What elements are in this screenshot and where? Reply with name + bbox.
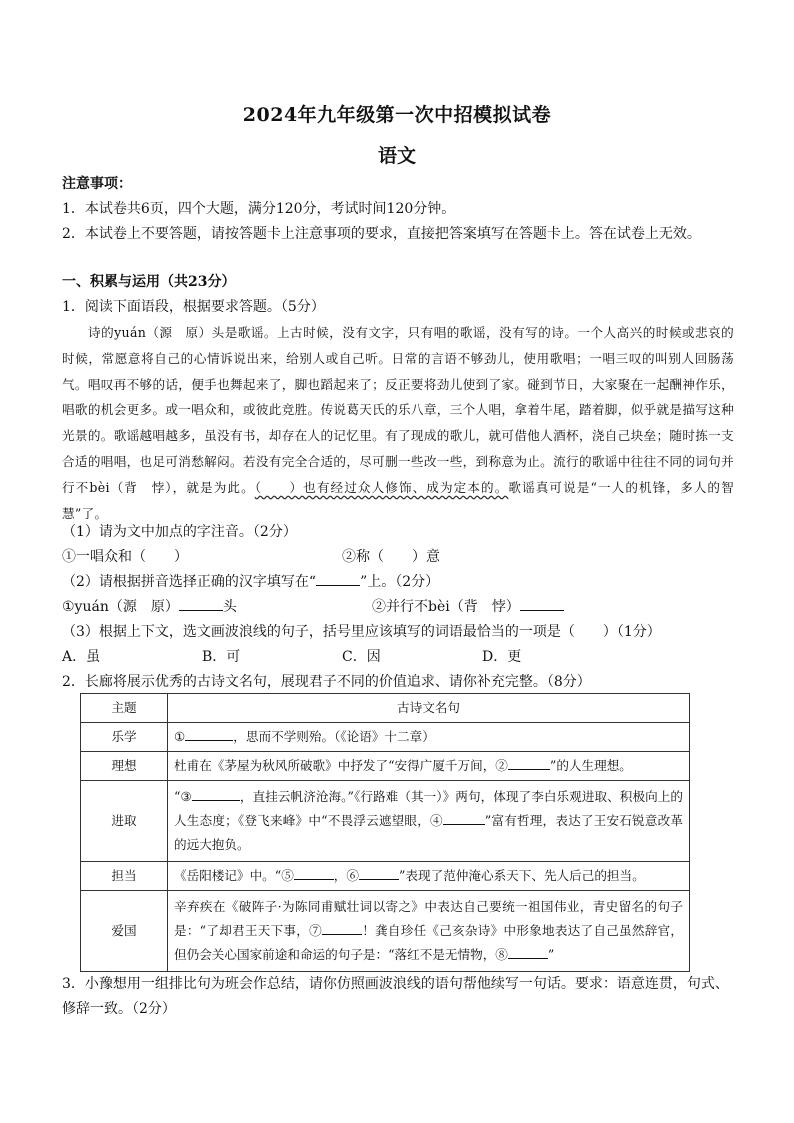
row-text: ” — [547, 947, 555, 962]
table-row — [81, 781, 690, 862]
header-lines: 古诗文名句 — [168, 694, 690, 723]
row-text: 杜甫在《茅屋为秋风所破歌》中抒发了“安得广厦千万间，② — [174, 758, 508, 773]
option-a[interactable]: A．虽 — [62, 649, 101, 665]
table-header-row — [81, 694, 690, 723]
answer-blank[interactable] — [179, 596, 223, 611]
q3-stem: 3．小豫想用一组排比句为班会作总结，请你仿照画波浪线的语句帮他续写一句话。要求：语意连贯，句式、修辞一致。（2分） — [62, 976, 729, 1017]
row-topic: 爱国 — [81, 891, 168, 972]
q1-sub2 — [62, 571, 439, 593]
row-text: 《岳阳楼记》中。“⑤ — [174, 868, 294, 883]
passage-text: 诗的yuán（源 原）头是歌谣。上古时候，没有文字，只有唱的歌谣，没有写的诗。一个人高兴的时候或悲哀的时候，常愿意将自己的心情诉说出来，给别人或自己听。日常的言语不够劲儿，使用歌唱；一唱三叹的叫别人回肠荡气。唱叹再不够的话，便手也舞起来了，脚也蹈起来了；反正要将劲儿使到了家。碰到节日，大家聚在一起酬神作乐，唱歌的机会更多。或一唱众和，或彼此竞胜。传说葛天氏的乐八章，三个人唱，拿着牛尾，踏着脚，似乎就是描写这种光景的。歌谣越唱越多，虽没有书，却存在人的记忆里。有了现成的歌儿，就可借他人酒杯，浇自己块垒；随时拣一支合适的唱唱，也足可消愁解闷。若没有完全合适的，尽可删一些改一些，到称意为止。流行的歌谣中往往不同的词句并行不bèi（背 悖），就是为此。 — [62, 325, 734, 495]
q1-sub3: （3）根据上下文，选文画波浪线的句子，括号里应该填写的词语最恰当的一项是（ ）（1分） — [62, 624, 661, 640]
sub2-post: ”上。（2分） — [360, 574, 440, 590]
row-content — [168, 891, 690, 972]
notes-heading: 注意事项： — [62, 176, 132, 192]
row-content — [168, 781, 690, 862]
sub2-a-text: ①yuán（源 原） — [62, 599, 179, 615]
sub2-b-text: ②并行不bèi（背 悖） — [372, 599, 520, 615]
answer-blank[interactable] — [520, 596, 564, 611]
q1-stem: 1．阅读下面语段，根据要求答题。（5分） — [62, 299, 325, 315]
sub2-pre: （2）请根据拼音选择正确的汉字填写在“ — [62, 574, 317, 590]
row-topic: 担当 — [81, 862, 168, 891]
answer-blank[interactable] — [294, 865, 334, 880]
row-topic: 进取 — [81, 781, 168, 862]
row-content — [168, 862, 690, 891]
row-text: ”富有哲理，表达了王安石锐意改革的远大抱负。 — [174, 813, 683, 852]
option-c[interactable]: C．因 — [342, 649, 381, 665]
q2-stem: 2．长廊将展示优秀的古诗文名句，展现君子不同的价值追求、请你补充完整。（8分） — [62, 674, 591, 690]
section-heading: 一、积累与运用（共23分） — [62, 274, 236, 290]
answer-blank[interactable] — [322, 920, 362, 935]
answer-blank[interactable] — [508, 944, 548, 959]
row-text: “③ — [174, 789, 192, 804]
row-text: ，⑥ — [333, 868, 359, 883]
row-text: 辛弃疾在《破阵子·为陈同甫赋壮词以寄之》中表达自己要统一祖国伟业，青史留名的句子是：“了却君王天下事，⑦ — [174, 899, 683, 938]
note-item-2: 2．本试卷上不要答题，请按答题卡上注意事项的要求，直接把答案填写在答题卡上。答在试卷上无效。 — [62, 226, 701, 242]
header-topic: 主题 — [81, 694, 168, 723]
row-content — [168, 723, 690, 752]
subject-title: 语文 — [377, 145, 416, 167]
note-item-1: 1．本试卷共6页，四个大题，满分120分，考试时间120分钟。 — [62, 201, 456, 217]
answer-blank[interactable] — [359, 865, 399, 880]
row-text: ”的人生理想。 — [549, 758, 632, 773]
row-topic: 乐学 — [81, 723, 168, 752]
row-content — [168, 752, 690, 781]
exam-title: 2024年九年级第一次中招模拟试卷 — [242, 104, 552, 126]
q1-sub1-a: ①一唱众和（ ） — [62, 549, 188, 565]
answer-blank[interactable] — [508, 755, 550, 770]
poem-table — [80, 693, 690, 972]
table-row — [81, 862, 690, 891]
option-b[interactable]: B．可 — [202, 649, 241, 665]
answer-blank[interactable] — [316, 571, 360, 586]
row-topic: 理想 — [81, 752, 168, 781]
table-row — [81, 723, 690, 752]
answer-blank[interactable] — [185, 726, 233, 741]
row-text: ”表现了范仲淹心系天下、先人后己的担当。 — [398, 868, 645, 883]
row-text: ，直挂云帆济沧海。”《行路难（其一）》两句，体现了李白乐观进取、积极向上的人生态度；《登飞来峰》中“不畏浮云遮望眼，④ — [174, 789, 683, 828]
passage-ending: 歌谣真可说是“一人的机锋，多人的智慧”了。 — [62, 479, 735, 521]
answer-blank[interactable] — [192, 786, 240, 801]
table-row — [81, 752, 690, 781]
option-d[interactable]: D．更 — [482, 649, 522, 665]
q1-sub2-a — [62, 596, 237, 618]
row-text: ，思而不学则殆。（《论语》十二章） — [233, 729, 435, 744]
q1-sub1: （1）请为文中加点的字注音。（2分） — [62, 524, 297, 540]
row-text: ① — [174, 729, 186, 744]
sub2-a-tail: 头 — [222, 599, 237, 615]
q1-sub1-b: ②称（ ）意 — [342, 549, 440, 565]
table-row — [81, 891, 690, 972]
q1-passage — [62, 320, 734, 526]
passage-wavy-sentence: （ ）也有经过众人修饰、成为定本的。 — [254, 479, 509, 495]
q1-sub2-b — [372, 596, 564, 618]
answer-blank[interactable] — [443, 810, 485, 825]
row-text: ！龚自珍任《己亥杂诗》中形象地表达了自己虽然辞官，但仍会关心国家前途和命运的句子是：“落红不是无情物，⑧ — [174, 923, 683, 962]
